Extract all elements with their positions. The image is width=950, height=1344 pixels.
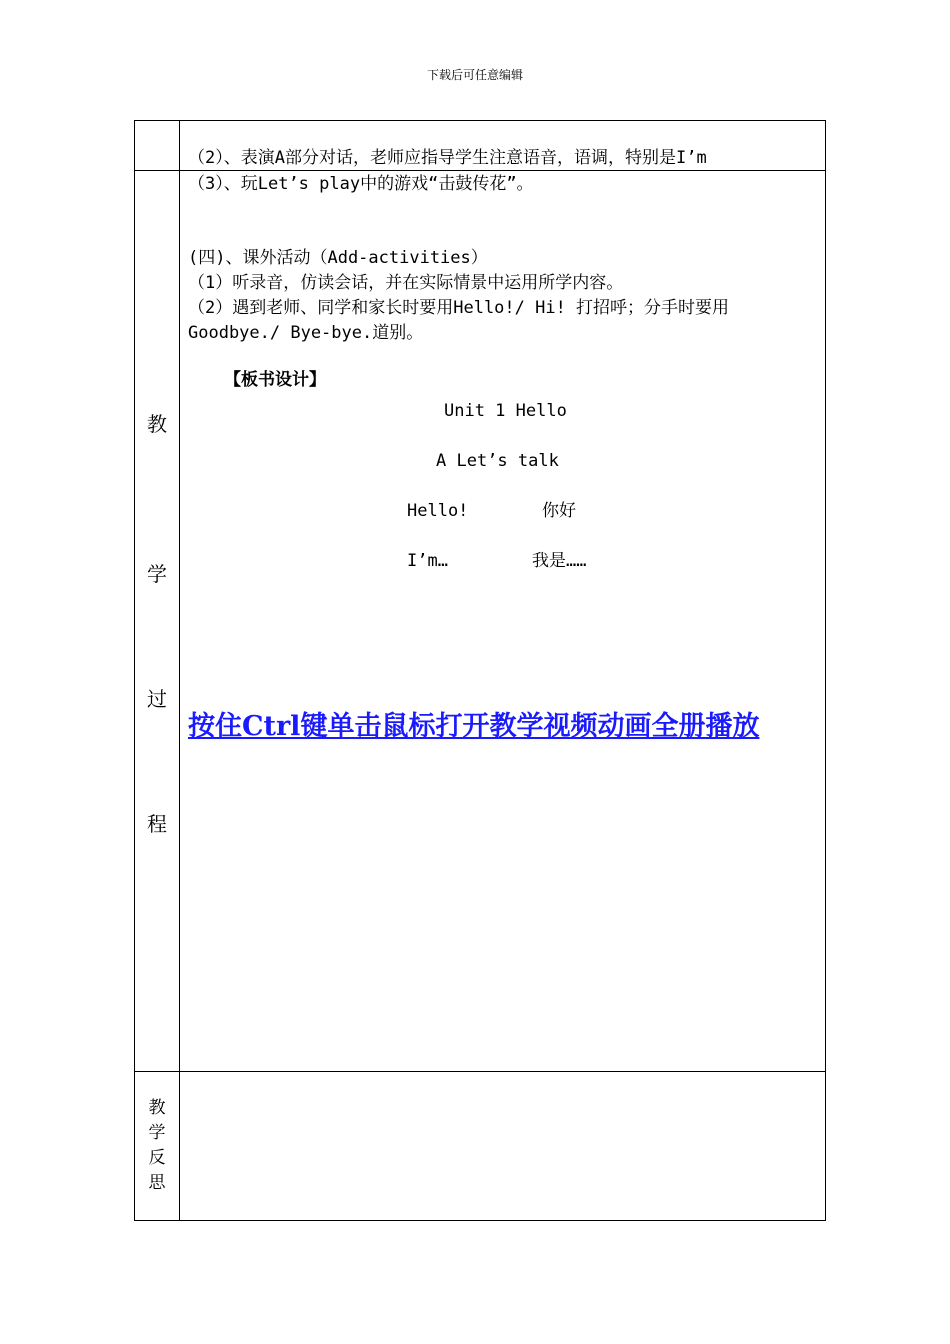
row1-text: （2）、表演A部分对话，老师应指导学生注意语音，语调，特别是I’m bbox=[188, 148, 707, 168]
reflection-label-char: 思 bbox=[148, 1173, 166, 1193]
activity-line: （2）遇到老师、同学和家长时要用Hello!/ Hi! 打招呼；分手时要用 bbox=[188, 298, 730, 318]
activity-line: （1）听录音，仿读会话，并在实际情景中运用所学内容。 bbox=[188, 273, 624, 293]
board-im-cn: 我是…… bbox=[532, 551, 587, 571]
side-label-char: 教 bbox=[147, 412, 167, 436]
table-row-divider bbox=[134, 1071, 826, 1072]
board-im-en: I’m… bbox=[407, 551, 448, 571]
video-playback-link[interactable]: 按住Ctrl键单击鼠标打开教学视频动画全册播放 bbox=[188, 711, 760, 742]
side-label-char: 学 bbox=[147, 562, 167, 586]
reflection-label-char: 教 bbox=[148, 1098, 166, 1118]
board-part-title: A Let’s talk bbox=[436, 451, 559, 471]
page-header: 下载后可任意编辑 bbox=[426, 68, 523, 82]
activity-line: （3）、玩Let’s play中的游戏“击鼓传花”。 bbox=[188, 174, 534, 194]
board-hello-en: Hello! bbox=[407, 501, 469, 521]
activity-line: (四)、课外活动（Add-activities） bbox=[188, 248, 488, 268]
reflection-label-char: 反 bbox=[148, 1148, 166, 1168]
table-row-divider bbox=[134, 170, 826, 171]
activity-line: Goodbye./ Bye-bye.道别。 bbox=[188, 323, 424, 343]
side-label-char: 程 bbox=[147, 812, 167, 836]
table-column-divider bbox=[179, 120, 180, 1221]
board-hello-cn: 你好 bbox=[542, 501, 576, 521]
reflection-label-char: 学 bbox=[148, 1123, 166, 1143]
board-design-title: 【板书设计】 bbox=[224, 370, 326, 390]
board-unit-title: Unit 1 Hello bbox=[444, 401, 567, 421]
side-label-char: 过 bbox=[147, 687, 167, 711]
